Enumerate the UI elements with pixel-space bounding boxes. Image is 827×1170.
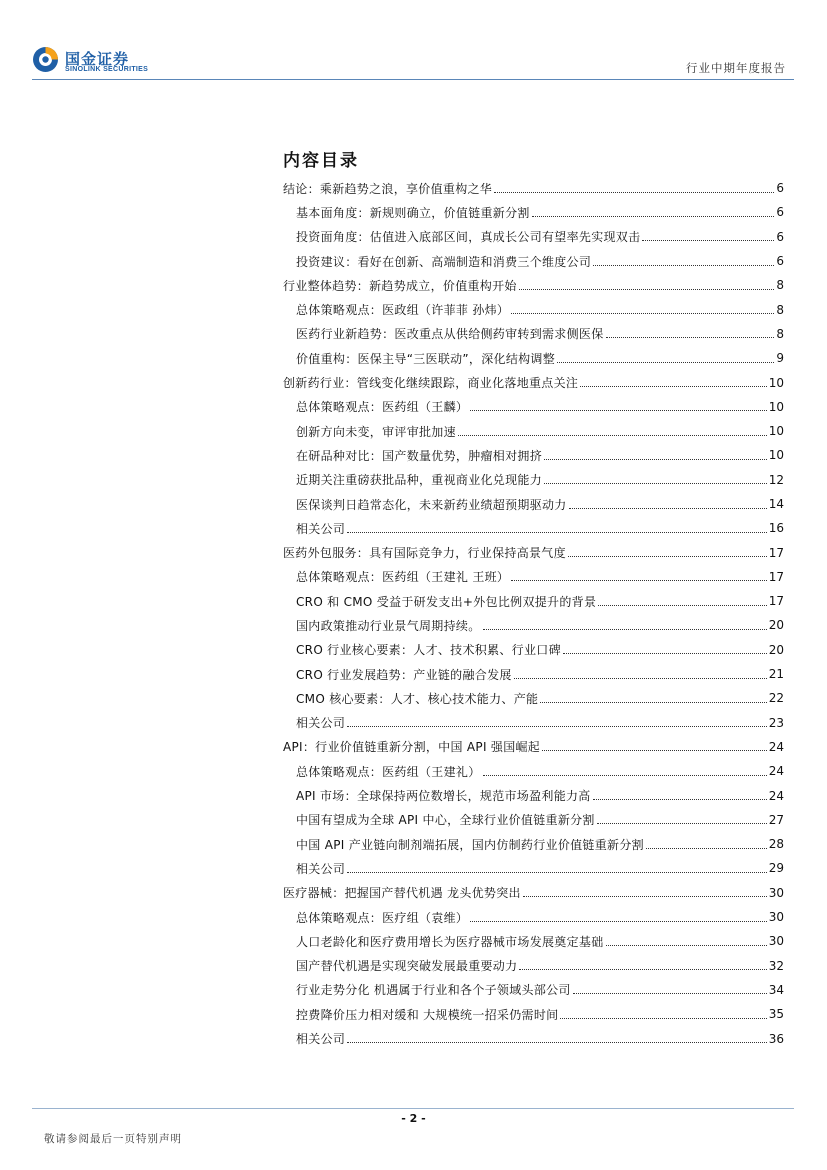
header-divider <box>32 79 794 80</box>
toc-entry-page: 10 <box>768 399 784 414</box>
toc-entry-subsection[interactable] <box>283 322 784 346</box>
toc-entry-text: CRO 行业发展趋势：产业链的融合发展 <box>296 667 512 682</box>
toc-entry-page: 30 <box>768 934 784 949</box>
toc-entry-text: 行业走势分化 机遇属于行业和各个子领域头部公司 <box>296 983 571 998</box>
toc-entry-subsection[interactable] <box>283 200 784 224</box>
toc-entry-text: 总体策略观点：医药组（王建礼 王班） <box>296 570 510 585</box>
toc-entry-subsection[interactable] <box>283 443 784 467</box>
toc-entry-page: 35 <box>768 1007 784 1022</box>
toc-entry-text: 相关公司 <box>296 861 346 876</box>
toc-dot-leader <box>532 216 775 217</box>
toc-entry-text: 医疗器械：把握国产替代机遇 龙头优势突出 <box>283 886 521 901</box>
toc-entry-text: 国产替代机遇是实现突破发展最重要动力 <box>296 959 518 974</box>
toc-entry-subsection[interactable] <box>283 929 784 953</box>
toc-entry-subsection[interactable] <box>283 395 784 419</box>
toc-entry-subsection[interactable] <box>283 565 784 589</box>
toc-entry-text: CRO 行业核心要素：人才、技术积累、行业口碑 <box>296 643 561 658</box>
toc-entry-page: 9 <box>776 351 784 366</box>
toc-entry-page: 34 <box>768 982 784 997</box>
toc-entry-page: 36 <box>768 1031 784 1046</box>
toc-entry-subsection[interactable] <box>283 225 784 249</box>
toc-entry-text: 相关公司 <box>296 521 346 536</box>
toc-entry-text: 创新方向未变，审评审批加速 <box>296 424 456 439</box>
toc-dot-leader <box>593 265 774 266</box>
toc-entry-text: 相关公司 <box>296 716 346 731</box>
toc-entry-text: API：行业价值链重新分割，中国 API 强国崛起 <box>283 740 541 755</box>
toc-entry-text: 投资建议：看好在创新、高端制造和消费三个维度公司 <box>296 254 592 269</box>
toc-entry-text: 基本面角度：新规则确立，价值链重新分割 <box>296 205 530 220</box>
toc-entry-page: 10 <box>768 375 784 390</box>
toc-entry-page: 23 <box>768 715 784 730</box>
toc-entry-subsection[interactable] <box>283 419 784 443</box>
toc-entry-page: 28 <box>768 837 784 852</box>
toc-entry-page: 8 <box>776 278 784 293</box>
toc-dot-leader <box>542 750 767 751</box>
toc-entry-page: 20 <box>768 618 784 633</box>
toc-entry-text: 创新药行业：管线变化继续跟踪，商业化落地重点关注 <box>283 376 579 391</box>
toc-dot-leader <box>540 702 766 703</box>
toc-entry-text: 投资面角度：估值进入底部区间，真成长公司有望率先实现双击 <box>296 230 641 245</box>
logo-chinese-name: 国金证券 <box>65 50 130 68</box>
toc-dot-leader <box>544 459 767 460</box>
toc-entry-page: 21 <box>768 667 784 682</box>
toc-dot-leader <box>483 629 767 630</box>
toc-entry-page: 27 <box>768 812 784 827</box>
toc-entry-page: 6 <box>776 229 784 244</box>
toc-entry-subsection[interactable] <box>283 905 784 929</box>
toc-dot-leader <box>519 969 766 970</box>
page-number: - 2 - <box>401 1112 426 1125</box>
toc-dot-leader <box>347 1042 767 1043</box>
toc-dot-leader <box>568 556 767 557</box>
toc-dot-leader <box>563 653 767 654</box>
toc-entry-text: 医药外包服务：具有国际竞争力，行业保持高景气度 <box>283 546 566 561</box>
toc-entry-page: 29 <box>768 861 784 876</box>
toc-entry-text: 总体策略观点：医政组（许菲菲 孙炜） <box>296 303 510 318</box>
toc-entry-text: 医药行业新趋势：医改重点从供给侧药审转到需求侧医保 <box>296 327 604 342</box>
toc-entry-page: 24 <box>768 764 784 779</box>
toc-dot-leader <box>511 313 774 314</box>
toc-dot-leader <box>580 386 767 387</box>
toc-dot-leader <box>557 362 774 363</box>
table-of-contents <box>283 176 784 1051</box>
toc-entry-page: 8 <box>776 326 784 341</box>
toc-entry-subsection[interactable] <box>283 468 784 492</box>
toc-entry-page: 20 <box>768 642 784 657</box>
toc-dot-leader <box>470 410 767 411</box>
toc-entry-text: API 市场：全球保持两位数增长，规范市场盈利能力高 <box>296 789 591 804</box>
toc-dot-leader <box>544 483 767 484</box>
toc-entry-subsection[interactable] <box>283 954 784 978</box>
toc-entry-page: 10 <box>768 448 784 463</box>
toc-dot-leader <box>470 921 767 922</box>
toc-entry-text: 总体策略观点：医药组（王建礼） <box>296 764 481 779</box>
toc-entry-text: 近期关注重磅获批品种，重视商业化兑现能力 <box>296 473 543 488</box>
toc-entry-page: 8 <box>776 302 784 317</box>
toc-entry-subsection[interactable] <box>283 759 784 783</box>
toc-entry-subsection[interactable] <box>283 856 784 880</box>
toc-entry-page: 6 <box>776 181 784 196</box>
toc-entry-text: 价值重构：医保主导“三医联动”，深化结构调整 <box>296 351 556 366</box>
footer-divider <box>32 1108 794 1109</box>
company-logo <box>32 44 172 78</box>
toc-entry-text: 中国 API 产业链向制剂端拓展，国内仿制药行业价值链重新分割 <box>296 837 644 852</box>
toc-entry-section[interactable] <box>283 370 784 394</box>
toc-entry-page: 17 <box>768 545 784 560</box>
logo-english-name: SINOLINK SECURITIES <box>65 66 149 73</box>
toc-dot-leader <box>560 1018 766 1019</box>
toc-entry-text: 国内政策推动行业景气周期持续。 <box>296 618 481 633</box>
toc-dot-leader <box>642 240 774 241</box>
toc-dot-leader <box>519 289 775 290</box>
toc-entry-text: CRO 和 CMO 受益于研发支出+外包比例双提升的背景 <box>296 594 597 609</box>
toc-dot-leader <box>569 508 767 509</box>
toc-entry-page: 10 <box>768 424 784 439</box>
toc-entry-subsection[interactable] <box>283 832 784 856</box>
toc-dot-leader <box>483 775 767 776</box>
toc-entry-text: 总体策略观点：医药组（王麟） <box>296 400 469 415</box>
toc-dot-leader <box>458 435 767 436</box>
toc-dot-leader <box>511 580 767 581</box>
toc-entry-section[interactable] <box>283 273 784 297</box>
toc-entry-subsection[interactable] <box>283 662 784 686</box>
toc-entry-subsection[interactable] <box>283 492 784 516</box>
toc-entry-text: CMO 核心要素：人才、核心技术能力、产能 <box>296 691 539 706</box>
toc-entry-page: 17 <box>768 594 784 609</box>
toc-entry-page: 6 <box>776 254 784 269</box>
toc-entry-text: 结论：乘新趋势之浪，享价值重构之华 <box>283 181 493 196</box>
toc-entry-subsection[interactable] <box>283 1002 784 1026</box>
toc-entry-text: 控费降价压力相对缓和 大规模统一招采仍需时间 <box>296 1007 559 1022</box>
toc-dot-leader <box>593 799 767 800</box>
disclaimer-note: 敬请参阅最后一页特别声明 <box>44 1133 182 1145</box>
toc-entry-subsection[interactable] <box>283 1026 784 1050</box>
toc-entry-page: 14 <box>768 497 784 511</box>
toc-dot-leader <box>606 945 767 946</box>
toc-entry-page: 12 <box>768 472 784 487</box>
toc-entry-page: 30 <box>768 910 784 925</box>
toc-entry-section[interactable] <box>283 735 784 759</box>
toc-entry-text: 在研品种对比：国产数量优势，肿瘤相对拥挤 <box>296 448 543 463</box>
toc-entry-section[interactable] <box>283 881 784 905</box>
toc-dot-leader <box>347 532 767 533</box>
toc-entry-subsection[interactable] <box>283 686 784 710</box>
toc-dot-leader <box>514 678 767 679</box>
logo-mark-icon <box>32 46 59 73</box>
toc-entry-text: 总体策略观点：医疗组（袁维） <box>296 910 469 925</box>
toc-entry-page: 24 <box>768 739 784 754</box>
toc-dot-leader <box>347 872 767 873</box>
toc-entry-text: 相关公司 <box>296 1032 346 1047</box>
toc-entry-subsection[interactable] <box>283 808 784 832</box>
toc-entry-subsection[interactable] <box>283 346 784 370</box>
toc-dot-leader <box>523 896 767 897</box>
toc-entry-subsection[interactable] <box>283 613 784 637</box>
toc-dot-leader <box>598 605 766 606</box>
toc-entry-subsection[interactable] <box>283 783 784 807</box>
toc-entry-page: 22 <box>768 691 784 706</box>
toc-entry-subsection[interactable] <box>283 978 784 1002</box>
toc-entry-page: 24 <box>768 788 784 803</box>
toc-dot-leader <box>606 337 775 338</box>
report-type-label: 行业中期年度报告 <box>686 61 786 75</box>
toc-entry-subsection[interactable] <box>283 589 784 613</box>
toc-entry-subsection[interactable] <box>283 516 784 540</box>
toc-entry-page: 17 <box>768 569 784 584</box>
toc-dot-leader <box>646 848 767 849</box>
toc-entry-subsection[interactable] <box>283 711 784 735</box>
toc-entry-page: 6 <box>776 205 784 220</box>
toc-dot-leader <box>597 823 767 824</box>
toc-title: 内容目录 <box>283 151 359 171</box>
toc-entry-text: 人口老龄化和医疗费用增长为医疗器械市场发展奠定基础 <box>296 934 604 949</box>
toc-entry-text: 中国有望成为全球 API 中心，全球行业价值链重新分割 <box>296 813 595 828</box>
toc-entry-section[interactable] <box>283 176 784 200</box>
toc-entry-page: 30 <box>768 885 784 900</box>
toc-entry-subsection[interactable] <box>283 297 784 321</box>
toc-dot-leader <box>347 726 767 727</box>
page-header <box>32 44 794 80</box>
toc-dot-leader <box>494 192 774 193</box>
toc-entry-page: 32 <box>768 958 784 973</box>
toc-entry-subsection[interactable] <box>283 249 784 273</box>
toc-dot-leader <box>573 993 767 994</box>
toc-entry-text: 医保谈判日趋常态化，未来新药业绩超预期驱动力 <box>296 497 567 512</box>
toc-entry-page: 16 <box>768 521 784 536</box>
toc-entry-subsection[interactable] <box>283 638 784 662</box>
toc-entry-text: 行业整体趋势：新趋势成立，价值重构开始 <box>283 278 517 293</box>
toc-entry-section[interactable] <box>283 540 784 564</box>
